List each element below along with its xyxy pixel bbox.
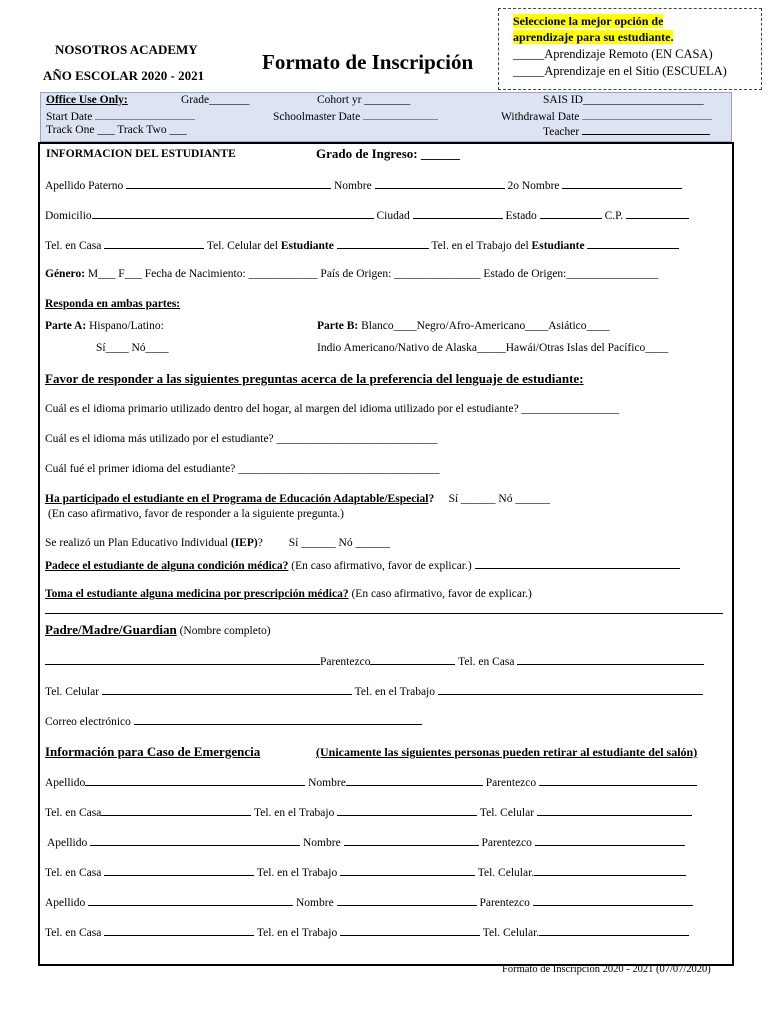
gender-birth-origin-row[interactable]: M___ F___ Fecha de Nacimiento: ____________ País de Origen: _______________ Estado de Origen:________________ bbox=[87, 268, 659, 280]
emergency-2-relation-label: Parentezco bbox=[481, 837, 532, 849]
address-field[interactable] bbox=[92, 208, 374, 219]
emergency-3-cell-label: Tel. Celular. bbox=[482, 927, 540, 939]
office-sais[interactable]: SAIS ID_____________________ bbox=[543, 94, 704, 106]
emergency-3-cell-field[interactable] bbox=[539, 925, 689, 936]
medical-condition-question: Padece el estudiante de alguna condición médica? bbox=[45, 560, 289, 572]
guardian-relation-field[interactable] bbox=[370, 654, 455, 665]
emergency-1-cell-label: Tel. Celular bbox=[479, 807, 535, 819]
emergency-1-relation-field[interactable] bbox=[539, 775, 697, 786]
emergency-2-home-field[interactable] bbox=[104, 865, 254, 876]
part-a-text: Hispano/Latino: bbox=[89, 320, 164, 332]
state-field[interactable] bbox=[540, 208, 602, 219]
emergency-3-home-field[interactable] bbox=[104, 925, 254, 936]
race-heading: Responda en ambas partes: bbox=[45, 298, 181, 310]
prescription-question: Toma el estudiante alguna medicina por prescripción médica? bbox=[45, 588, 349, 600]
emergency-2-home-label: Tel. en Casa bbox=[45, 867, 102, 879]
emergency-1-home-label: Tel. en Casa bbox=[45, 807, 102, 819]
cell-phone-field[interactable] bbox=[337, 238, 429, 249]
work-phone-label: Tel. en el Trabajo del bbox=[431, 240, 529, 252]
grade-entry[interactable]: Grado de Ingreso: ______ bbox=[316, 146, 460, 161]
emergency-1-work-label: Tel. en el Trabajo bbox=[254, 807, 335, 819]
emergency-1-last-field[interactable] bbox=[85, 775, 305, 786]
guardian-email-field[interactable] bbox=[134, 714, 422, 725]
office-use-label: Office Use Only: bbox=[46, 94, 128, 106]
emergency-1-last-label: Apellido bbox=[45, 777, 86, 789]
emergency-3-first-field[interactable] bbox=[337, 895, 477, 906]
office-schoolmaster: Schoolmaster Date bbox=[273, 111, 361, 123]
zip-label: C.P. bbox=[604, 210, 624, 222]
emergency-3-relation-label: Parentezco bbox=[479, 897, 530, 909]
city-field[interactable] bbox=[413, 208, 503, 219]
guardian-home-label: Tel. en Casa bbox=[458, 656, 515, 668]
iep-question: Se realizó un Plan Educativo Individual bbox=[45, 537, 228, 549]
office-use-box bbox=[40, 92, 732, 142]
option-heading-2: aprendizaje para su estudiante. bbox=[513, 30, 674, 44]
guardian-work-field[interactable] bbox=[438, 684, 703, 695]
emergency-1-cell-field[interactable] bbox=[537, 805, 692, 816]
emergency-3-last-field[interactable] bbox=[88, 895, 293, 906]
special-ed-note: (En caso afirmativo, favor de responder a la siguiente pregunta.) bbox=[48, 508, 345, 520]
emergency-heading: Información para Caso de Emergencia bbox=[45, 744, 261, 759]
language-q3[interactable]: Cuál fué el primer idioma del estudiante? ___________________________________ bbox=[45, 463, 440, 475]
last-name-label: Apellido Paterno bbox=[45, 180, 124, 192]
office-grade[interactable]: Grade_______ bbox=[181, 94, 250, 106]
prescription-note: (En caso afirmativo, favor de explicar.) bbox=[351, 588, 532, 600]
school-name: NOSOTROS ACADEMY bbox=[55, 42, 198, 57]
cell-phone-label: Tel. Celular del bbox=[206, 240, 278, 252]
emergency-3-home-label: Tel. en Casa bbox=[45, 927, 102, 939]
office-cohort[interactable]: Cohort yr ________ bbox=[317, 94, 411, 106]
work-phone-student: Estudiante bbox=[531, 240, 585, 252]
iep-yesno[interactable]: Sí ______ Nó ______ bbox=[288, 537, 390, 549]
cell-phone-student: Estudiante bbox=[280, 240, 334, 252]
office-track[interactable]: Track One ___ Track Two ___ bbox=[46, 124, 187, 136]
guardian-cell-label: Tel. Celular bbox=[45, 686, 100, 698]
part-a-label: Parte A: bbox=[45, 320, 87, 332]
guardian-name-field[interactable] bbox=[45, 654, 320, 665]
page-title: Formato de Inscripción bbox=[262, 50, 474, 74]
iep-abbr: (IEP) bbox=[230, 537, 258, 549]
language-q2[interactable]: Cuál es el idioma más utilizado por el estudiante? ____________________________ bbox=[45, 433, 438, 445]
guardian-heading-note: (Nombre completo) bbox=[179, 625, 271, 637]
middle-name-field[interactable] bbox=[562, 178, 682, 189]
emergency-1-first-label: Nombre bbox=[308, 777, 346, 789]
emergency-2-last-label: Apellido bbox=[47, 837, 88, 849]
middle-name-label: 2o Nombre bbox=[507, 180, 560, 192]
emergency-2-work-field[interactable] bbox=[340, 865, 475, 876]
prescription-field[interactable] bbox=[45, 603, 723, 614]
school-year: AÑO ESCOLAR 2020 - 2021 bbox=[43, 68, 205, 83]
part-a-yesno[interactable]: Sí____ Nó____ bbox=[96, 342, 169, 354]
part-b-text-2[interactable]: Indio Americano/Nativo de Alaska_____Hawái/Otras Islas del Pacífico____ bbox=[317, 342, 669, 354]
state-label: Estado bbox=[505, 210, 537, 222]
guardian-home-field[interactable] bbox=[517, 654, 704, 665]
language-q1[interactable]: Cuál es el idioma primario utilizado dentro del hogar, al margen del idioma utilizado por el estudiante? _________________ bbox=[45, 403, 620, 415]
last-name-field[interactable] bbox=[126, 178, 331, 189]
gender-label: Género: bbox=[45, 268, 86, 280]
first-name-field[interactable] bbox=[375, 178, 505, 189]
language-heading: Favor de responder a las siguientes preguntas acerca de la preferencia del lenguaje de estudiante bbox=[45, 371, 580, 386]
emergency-3-work-label: Tel. en el Trabajo bbox=[256, 927, 338, 939]
zip-field[interactable] bbox=[626, 208, 689, 219]
emergency-2-first-field[interactable] bbox=[344, 835, 479, 846]
emergency-2-first-label: Nombre bbox=[303, 837, 341, 849]
emergency-1-home-field[interactable] bbox=[101, 805, 251, 816]
student-section-heading: INFORMACION DEL ESTUDIANTE bbox=[46, 148, 236, 160]
special-ed-question: Ha participado el estudiante en el Programa de Educación Adaptable/Especial bbox=[45, 493, 429, 505]
emergency-1-work-field[interactable] bbox=[337, 805, 477, 816]
guardian-work-label: Tel. en el Trabajo bbox=[354, 686, 435, 698]
emergency-3-relation-field[interactable] bbox=[533, 895, 693, 906]
work-phone-field[interactable] bbox=[587, 238, 679, 249]
home-phone-label: Tel. en Casa bbox=[45, 240, 102, 252]
city-label: Ciudad bbox=[376, 210, 410, 222]
home-phone-field[interactable] bbox=[104, 238, 204, 249]
guardian-cell-field[interactable] bbox=[102, 684, 352, 695]
medical-condition-field[interactable] bbox=[475, 558, 680, 569]
guardian-heading: Padre/Madre/Guardian bbox=[45, 622, 177, 637]
emergency-1-first-field[interactable] bbox=[346, 775, 483, 786]
emergency-3-work-field[interactable] bbox=[340, 925, 480, 936]
option-heading-1: Seleccione la mejor opción de bbox=[513, 14, 664, 28]
emergency-note: (Unicamente las siguientes personas pueden retirar al estudiante del salón) bbox=[316, 745, 698, 759]
emergency-3-last-label: Apellido bbox=[45, 897, 86, 909]
office-withdrawal: Withdrawal Date bbox=[501, 111, 580, 123]
emergency-2-relation-field[interactable] bbox=[535, 835, 685, 846]
guardian-relation-label: Parentezco bbox=[320, 656, 371, 668]
address-label: Domicilio bbox=[45, 210, 92, 222]
option-remote[interactable]: _____Aprendizaje Remoto (EN CASA) bbox=[513, 47, 713, 61]
special-ed-yesno[interactable]: Sí ______ Nó ______ bbox=[448, 493, 550, 505]
emergency-2-cell-label: Tel. Celular. bbox=[477, 867, 535, 879]
office-start-date: Start Date bbox=[46, 111, 93, 123]
learning-option-box bbox=[498, 8, 762, 90]
option-onsite[interactable]: _____Aprendizaje en el Sitio (ESCUELA) bbox=[513, 64, 727, 78]
emergency-2-cell-field[interactable] bbox=[534, 865, 686, 876]
emergency-3-first-label: Nombre bbox=[296, 897, 334, 909]
footer-form-id: Formato de Inscripción 2020 - 2021 (07/07/2020) bbox=[502, 964, 711, 975]
emergency-2-last-field[interactable] bbox=[90, 835, 300, 846]
emergency-1-relation-label: Parentezco bbox=[485, 777, 537, 789]
office-teacher: Teacher bbox=[543, 126, 580, 138]
part-b-text[interactable]: Blanco____Negro/Afro-Americano____Asiático____ bbox=[361, 320, 610, 332]
medical-condition-note: (En caso afirmativo, favor de explicar.) bbox=[291, 560, 472, 572]
part-b-label: Parte B: bbox=[317, 320, 359, 332]
first-name-label: Nombre bbox=[334, 180, 372, 192]
emergency-2-work-label: Tel. en el Trabajo bbox=[256, 867, 338, 879]
guardian-email-label: Correo electrónico bbox=[45, 716, 131, 728]
